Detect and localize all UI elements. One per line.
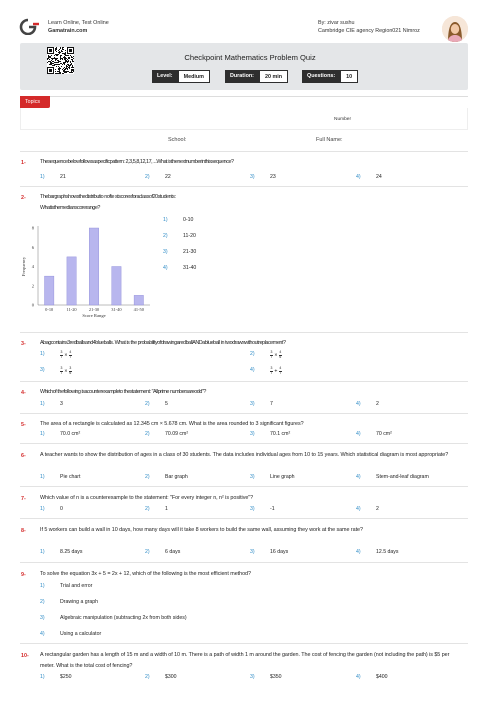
option-text: 31-40: [183, 265, 197, 271]
option-number: 4): [356, 174, 361, 180]
divider: [20, 186, 468, 187]
gamatrain-logo-icon: [19, 18, 41, 35]
numerator: 3: [69, 366, 72, 370]
option[interactable]: [40, 431, 80, 437]
x-tick-label: 31-40: [111, 307, 122, 312]
question-number: 7-: [21, 496, 26, 502]
option-number: 3): [40, 615, 45, 621]
option-text: 70.09 cm²: [165, 431, 189, 437]
option-text: $400: [376, 674, 388, 680]
qr-code-icon[interactable]: [47, 47, 74, 74]
divider: [20, 332, 468, 333]
option[interactable]: [250, 351, 282, 359]
option-number: 2): [145, 401, 150, 407]
denominator: 6: [279, 354, 282, 359]
topics-tag: Topics: [20, 96, 50, 108]
option-text: 1: [165, 506, 168, 512]
option-text: 5: [165, 401, 168, 407]
question-text: A teacher wants to show the distribution of ages in a class of 30 students. The data includes individual ages from 10 to 15 years. Which statistical diagram is most appropriate?: [40, 452, 449, 458]
option-text: Pie chart: [60, 474, 81, 480]
option-text: $300: [165, 674, 177, 680]
option[interactable]: [40, 583, 92, 589]
y-tick-label: 6: [31, 244, 34, 250]
option[interactable]: [250, 431, 290, 437]
option-fraction-expression: $\frac{3}{7}$ × $\frac{4}{6}$: [270, 350, 282, 359]
option-number: 2): [145, 506, 150, 512]
option-number: 4): [356, 431, 361, 437]
option[interactable]: [40, 474, 80, 480]
option-text: Algebraic manipulation (subtracting 2x from both sides): [60, 615, 187, 621]
option[interactable]: [250, 367, 282, 375]
option-number: 3): [250, 506, 255, 512]
question-number: 8-: [21, 528, 26, 534]
option-text: Trial and error: [60, 583, 93, 589]
x-tick-label: 0-10: [45, 307, 54, 312]
question-text: Whichof thefollowing isacounterexampleto thestatement: "Allprime numbersareodd"?: [40, 389, 206, 395]
avatar: [442, 16, 468, 42]
denominator: 7: [279, 370, 282, 375]
option[interactable]: [145, 401, 168, 407]
option[interactable]: [163, 249, 196, 255]
option[interactable]: [356, 401, 379, 407]
bar-11-20: [67, 257, 76, 305]
question-text: If 5 workers can build a wall in 10 days, how many days will it take 8 workers to build the same wall, assuming they work at the same rate?: [40, 527, 363, 533]
divider: [20, 381, 468, 382]
option-number: 4): [356, 474, 361, 480]
option-text: Bar graph: [165, 474, 188, 480]
option[interactable]: [40, 674, 72, 680]
questions-label: Questions:: [302, 70, 340, 83]
option[interactable]: [250, 506, 275, 512]
option-number: 4): [356, 401, 361, 407]
option-number: 4): [356, 674, 361, 680]
question-text: Thesequencebelowfollowsaspecificpattern: 2,3,5,8,12,17, ...What isthenextnumberinthissequence?: [40, 159, 234, 165]
option-fraction-expression: $\frac{3}{7}$ + $\frac{4}{7}$: [270, 366, 282, 375]
author-name: By: zivar sushu: [318, 20, 355, 26]
denominator: 7: [60, 354, 63, 359]
question-text: Abagcontains3redballsand4blueballs. What is the probabilityofdrawingaredballANDablueball in twodrawswithoutreplacement?: [40, 340, 286, 346]
x-tick-label: 21-30: [88, 307, 100, 312]
option-text: 3: [60, 401, 63, 407]
option-number: 1): [40, 674, 45, 680]
numerator: 3: [270, 350, 273, 354]
quiz-title: Checkpoint Mathematics Problem Quiz: [184, 53, 316, 62]
question-number: 2-: [21, 195, 26, 201]
level-meta: [152, 70, 210, 83]
option[interactable]: [163, 217, 193, 223]
avatar-portrait-icon: [442, 16, 468, 42]
option-number: 2): [163, 233, 168, 239]
brand: [48, 19, 109, 35]
brand-site[interactable]: Gamatrain.com: [48, 28, 88, 34]
option[interactable]: [250, 474, 295, 480]
option-text: 8.25 days: [60, 549, 83, 555]
question-text: Which value of n is a counterexample to the statement: "For every integer n, n² is positive"?: [40, 495, 254, 501]
option[interactable]: [40, 599, 98, 605]
option-number: 2): [145, 474, 150, 480]
option[interactable]: [145, 431, 188, 437]
question-text-line2: Whatisthemedianscorerange?: [40, 205, 100, 211]
option[interactable]: [40, 549, 83, 555]
question-number: 5-: [21, 422, 26, 428]
questions-meta: [302, 70, 358, 83]
divider: [20, 518, 468, 519]
option-number: 3): [250, 549, 255, 555]
option-text: 11-20: [183, 233, 196, 239]
option-text: 0: [60, 506, 63, 512]
divider: [20, 151, 468, 152]
option[interactable]: [40, 506, 63, 512]
topics-box: [20, 108, 468, 130]
fullname-label: Full Name:: [316, 137, 343, 143]
option-number: 2): [145, 674, 150, 680]
question-text: A rectangular garden has a length of 15 m and a width of 10 m. There is a path of width 1 m around the garden. The cost of fencing the garden (not including the path) is $5 per meter. What is the total cost of fencing?: [40, 652, 450, 669]
option[interactable]: [250, 174, 276, 180]
y-tick-label: 4: [31, 264, 34, 269]
option-number: 2): [145, 549, 150, 555]
option-number: 1): [40, 431, 45, 437]
x-tick-label: 41-50: [133, 307, 144, 312]
option[interactable]: [356, 506, 379, 512]
number-label: Number: [334, 117, 352, 122]
option-number: 3): [250, 174, 255, 180]
option-number: 4): [250, 367, 255, 373]
option-text: 70 cm²: [376, 431, 392, 437]
option[interactable]: [40, 615, 187, 621]
option-number: 3): [163, 249, 168, 255]
option-text: -1: [270, 506, 275, 512]
option-text: 70.1 cm²: [270, 431, 291, 437]
y-tick-label: 8: [31, 225, 34, 231]
question-number: 3-: [21, 341, 26, 347]
numerator: 4: [279, 350, 282, 354]
divider: [20, 443, 468, 444]
divider: [20, 486, 468, 487]
option[interactable]: [40, 401, 63, 407]
option[interactable]: [250, 549, 288, 555]
option-number: 4): [163, 265, 168, 271]
option-text: 21: [60, 174, 66, 180]
question-text: The area of a rectangle is calculated as 12.345 cm × 5.678 cm. What is the area rounded to 3 significant figures?: [40, 421, 304, 427]
option[interactable]: [40, 174, 66, 180]
option[interactable]: [145, 549, 180, 555]
option-number: 2): [250, 351, 255, 357]
option-text: 21-30: [183, 249, 197, 255]
option[interactable]: [40, 367, 72, 375]
option-number: 2): [145, 174, 150, 180]
option-number: 1): [163, 217, 168, 223]
option-text: 7: [270, 401, 273, 407]
option[interactable]: [145, 506, 168, 512]
option-text: 16 days: [270, 549, 289, 555]
duration-meta: [225, 70, 288, 83]
divider: [20, 643, 468, 644]
option-number: 1): [40, 506, 45, 512]
option[interactable]: [40, 351, 72, 359]
option-text: Line graph: [270, 474, 295, 480]
option-text: 12.5 days: [376, 549, 399, 555]
divider: [20, 562, 468, 563]
option-fraction-expression: $\frac{3}{7}$ × $\frac{4}{7}$: [60, 350, 72, 359]
option-number: 3): [250, 674, 255, 680]
option-number: 3): [40, 367, 45, 373]
y-tick-label: 0: [31, 302, 34, 308]
option[interactable]: [250, 401, 273, 407]
option[interactable]: [163, 233, 196, 239]
option-text: 23: [270, 174, 276, 180]
option-text: Using a calculator: [60, 631, 102, 637]
option-text: 6 days: [165, 549, 181, 555]
question-text: Thebargraphshowsthedistributio nofte stscoresforaclassof20students:: [40, 194, 176, 200]
option-text: 0-10: [183, 217, 194, 223]
y-tick-label: 2: [31, 283, 34, 289]
question-number: 1-: [21, 160, 26, 166]
question-number: 6-: [21, 453, 26, 459]
option-number: 1): [40, 474, 45, 480]
topics-divider: [20, 96, 468, 97]
duration-label: Duration:: [225, 70, 259, 83]
author-agency: Cambridge CIE agency Region021 Nimroz: [318, 28, 420, 34]
option-number: 3): [250, 401, 255, 407]
question-text: To solve the equation 3x + 5 = 2x + 12, which of the following is the most efficient method?: [40, 571, 251, 577]
option[interactable]: [145, 174, 171, 180]
author-info: [318, 19, 420, 35]
divider: [20, 413, 468, 414]
questions-value: 10: [340, 70, 358, 83]
option-number: 1): [40, 549, 45, 555]
option-text: 2: [376, 506, 379, 512]
numerator: 3: [60, 350, 63, 354]
option-text: 2: [376, 401, 379, 407]
option[interactable]: [250, 674, 282, 680]
bar-0-10: [44, 276, 53, 305]
question-number: 10-: [21, 653, 29, 659]
x-tick-label: 11-20: [66, 307, 77, 312]
question-number: 9-: [21, 572, 26, 578]
option[interactable]: [356, 549, 399, 555]
denominator: 7: [270, 370, 273, 375]
denominator: 6: [69, 370, 72, 375]
option-number: 4): [356, 506, 361, 512]
option-text: 70.0 cm²: [60, 431, 81, 437]
option-text: 22: [165, 174, 171, 180]
option[interactable]: [145, 474, 188, 480]
level-value: Medium: [178, 70, 210, 83]
option-number: 1): [40, 583, 45, 589]
option-number: 1): [40, 351, 45, 357]
option-text: Stem-and-leaf diagram: [376, 474, 429, 480]
option[interactable]: [145, 674, 177, 680]
numerator: 3: [60, 366, 63, 370]
option[interactable]: [356, 431, 392, 437]
option-text: $250: [60, 674, 72, 680]
duration-value: 20 min: [259, 70, 288, 83]
question-number: 4-: [21, 390, 26, 396]
denominator: 7: [270, 354, 273, 359]
option[interactable]: [163, 265, 196, 271]
bar-31-40: [112, 267, 121, 306]
option-text: $350: [270, 674, 282, 680]
option-number: 2): [145, 431, 150, 437]
school-label: School:: [168, 137, 187, 143]
denominator: 7: [60, 370, 63, 375]
numerator: 3: [270, 366, 273, 370]
x-axis-label: Score Range: [82, 313, 106, 318]
brand-tagline: Learn Online, Test Online: [48, 20, 109, 26]
bar-21-30: [89, 228, 98, 305]
denominator: 7: [69, 354, 72, 359]
option[interactable]: [40, 631, 101, 637]
option-number: 3): [250, 474, 255, 480]
option-text: 24: [376, 174, 382, 180]
option-fraction-expression: $\frac{3}{7}$ × $\frac{3}{6}$: [60, 366, 72, 375]
option-number: 1): [40, 401, 45, 407]
option-number: 4): [356, 549, 361, 555]
option-number: 1): [40, 174, 45, 180]
numerator: 4: [279, 366, 282, 370]
level-label: Level:: [152, 70, 178, 83]
numerator: 4: [69, 350, 72, 354]
option-number: 3): [250, 431, 255, 437]
option-text: Drawing a graph: [60, 599, 99, 605]
option[interactable]: [356, 474, 429, 480]
option[interactable]: [356, 674, 388, 680]
bar-41-50: [134, 295, 143, 305]
y-axis-label: Frequency: [21, 256, 26, 277]
option-number: 4): [40, 631, 45, 637]
option[interactable]: [356, 174, 382, 180]
option-number: 2): [40, 599, 45, 605]
score-bar-chart: [20, 222, 155, 322]
